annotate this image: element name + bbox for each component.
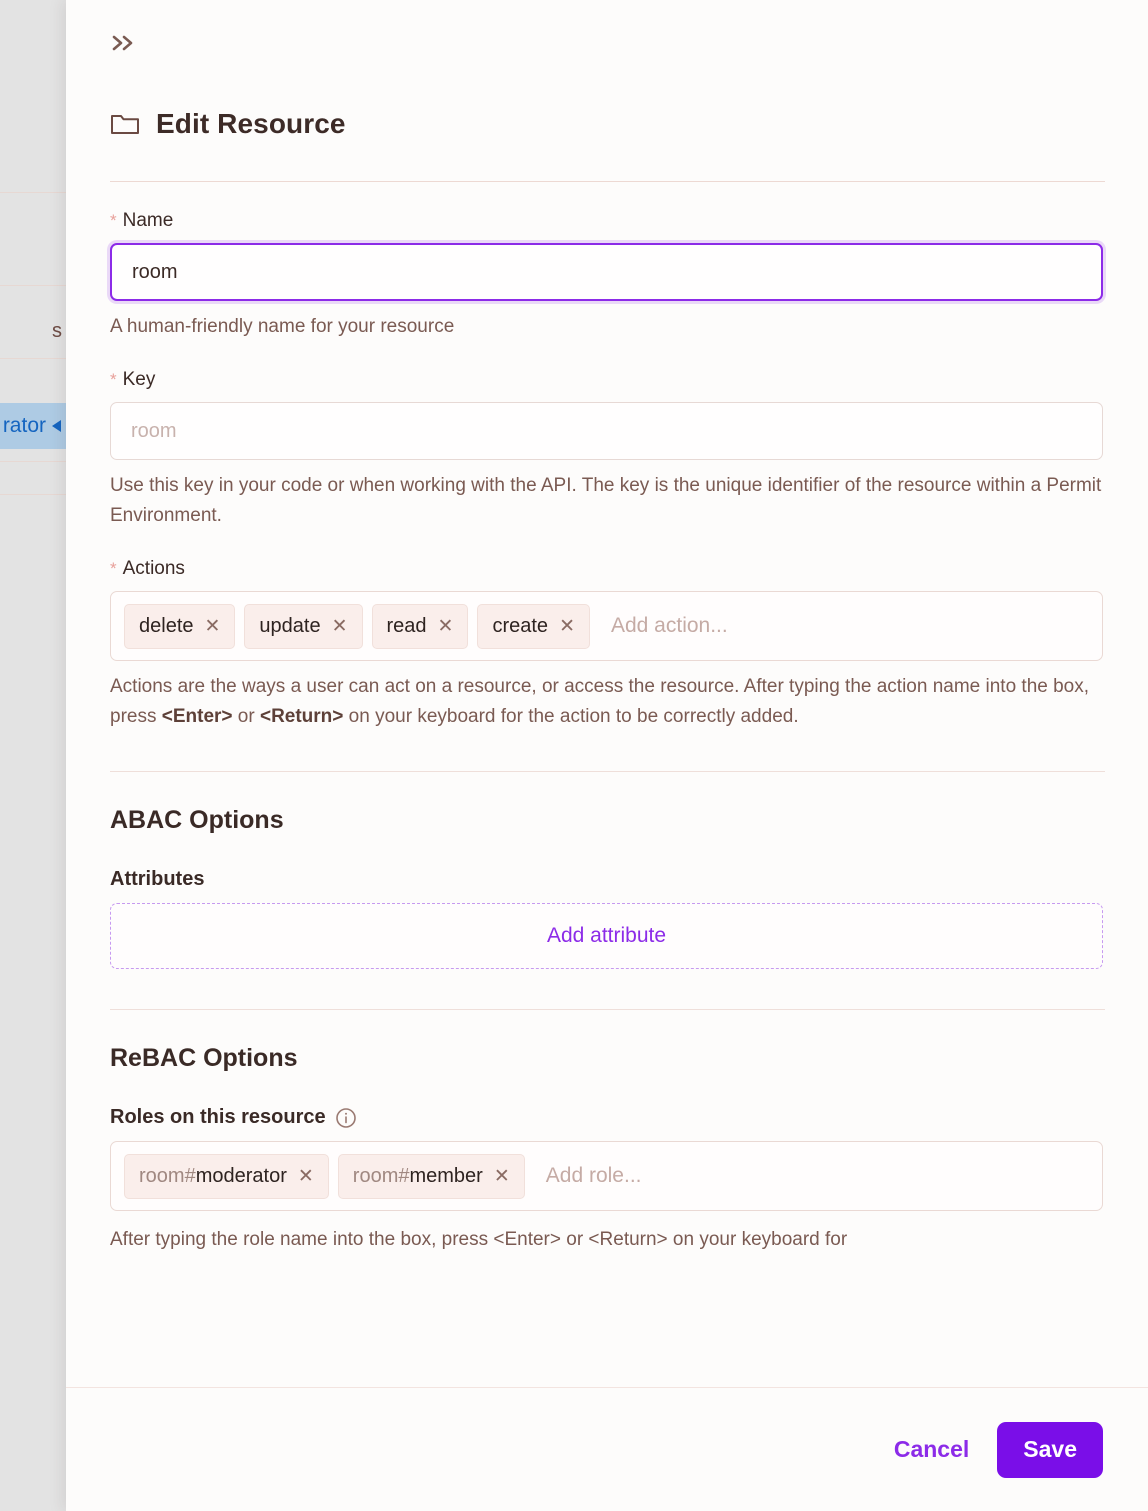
remove-tag-icon[interactable]: ✕ xyxy=(493,1165,510,1187)
remove-tag-icon[interactable]: ✕ xyxy=(297,1165,314,1187)
background-row-divider xyxy=(0,461,66,462)
actions-label-text: Actions xyxy=(122,558,185,580)
remove-tag-icon[interactable]: ✕ xyxy=(437,615,454,637)
chevron-double-right-icon[interactable] xyxy=(110,26,150,60)
name-label-text: Name xyxy=(122,210,174,231)
help-text-fragment: on your keyboard for the action to be correctly added. xyxy=(343,705,799,727)
folder-icon xyxy=(110,111,140,137)
role-tag-prefix: room# xyxy=(139,1164,196,1187)
roles-tag-input[interactable] xyxy=(110,1141,1103,1211)
name-field-group xyxy=(110,210,1104,341)
abac-section-divider xyxy=(110,771,1105,772)
role-tag-name: member xyxy=(409,1164,483,1187)
actions-placeholder: Add action... xyxy=(610,614,728,638)
action-tag-label: create xyxy=(492,614,549,637)
background-selected-row-text: rator xyxy=(2,414,46,437)
folder-glyph xyxy=(110,111,140,137)
action-tag[interactable] xyxy=(124,604,235,649)
attributes-label-text: Attributes xyxy=(110,868,205,891)
rebac-heading: ReBAC Options xyxy=(110,1044,298,1073)
key-help-text: Use this key in your code or when working with the API. The key is the unique identifier of the resource within a Permit Environment. xyxy=(110,475,1102,526)
keycap-text: <Enter> xyxy=(161,705,233,727)
required-marker: * xyxy=(110,211,117,230)
save-button[interactable]: Save xyxy=(997,1422,1103,1478)
add-attribute-button[interactable]: Add attribute xyxy=(110,903,1103,969)
help-text-fragment: Actions are the ways a user can act on a resource, or access the resource. After typing the action name into the box, press xyxy=(110,676,1090,727)
edit-resource-drawer xyxy=(66,0,1148,1511)
rebac-section xyxy=(110,1044,1104,1251)
roles-help-text: After typing the role name into the box, press <Enter> or <Return> on your keyboard for xyxy=(110,1229,848,1251)
page-title: Edit Resource xyxy=(156,108,346,139)
drawer-header xyxy=(110,108,1104,140)
role-tag-name: moderator xyxy=(195,1164,287,1187)
required-marker: * xyxy=(110,559,117,579)
role-tag[interactable] xyxy=(338,1154,525,1199)
background-table-strip xyxy=(0,0,66,1511)
required-marker: * xyxy=(110,370,117,390)
background-row-divider xyxy=(0,494,66,495)
background-row-divider xyxy=(0,285,66,286)
actions-tag-input[interactable] xyxy=(110,591,1103,661)
name-input[interactable] xyxy=(110,243,1103,301)
background-row-divider xyxy=(0,192,66,193)
drawer-scroll-area[interactable] xyxy=(66,0,1148,1387)
abac-heading: ABAC Options xyxy=(110,806,284,835)
remove-tag-icon[interactable]: ✕ xyxy=(204,615,221,637)
action-tag[interactable] xyxy=(477,604,590,649)
roles-label-text: Roles on this resource xyxy=(110,1106,326,1129)
info-circle-glyph xyxy=(335,1107,357,1129)
name-label xyxy=(110,210,1104,232)
remove-tag-icon[interactable]: ✕ xyxy=(559,615,575,637)
actions-field-group xyxy=(110,558,1104,731)
header-divider xyxy=(110,181,1105,182)
info-circle-icon[interactable] xyxy=(335,1107,357,1129)
key-field-group xyxy=(110,369,1104,530)
key-label-text: Key xyxy=(122,369,156,391)
drawer-footer xyxy=(66,1387,1148,1511)
caret-left-icon xyxy=(52,420,61,432)
action-tag[interactable] xyxy=(244,604,362,649)
key-input[interactable] xyxy=(110,402,1103,460)
background-row-divider xyxy=(0,358,66,359)
abac-section xyxy=(110,806,1104,969)
remove-tag-icon[interactable]: ✕ xyxy=(331,615,348,637)
background-partial-text: s xyxy=(52,320,62,342)
attributes-label xyxy=(110,868,1104,891)
name-help-text: A human-friendly name for your resource xyxy=(110,316,455,337)
chevron-double-right-glyph xyxy=(110,33,136,53)
key-label xyxy=(110,369,1104,391)
help-text-fragment: or xyxy=(232,705,260,727)
role-tag[interactable] xyxy=(124,1154,329,1199)
role-tag-label xyxy=(353,1165,483,1188)
action-tag-label: delete xyxy=(139,614,194,637)
background-selected-row[interactable] xyxy=(0,403,66,449)
role-tag-prefix: room# xyxy=(352,1164,410,1187)
keycap-text: <Return> xyxy=(259,705,344,727)
roles-placeholder: Add role... xyxy=(545,1164,642,1188)
roles-label xyxy=(110,1106,1104,1129)
action-tag[interactable] xyxy=(372,604,469,649)
action-tag-label: read xyxy=(386,614,427,637)
rebac-section-divider xyxy=(110,1009,1105,1010)
actions-help-text xyxy=(110,672,1105,731)
role-tag-label xyxy=(139,1165,287,1188)
action-tag-label: update xyxy=(259,614,321,637)
actions-label xyxy=(110,558,1104,580)
cancel-button[interactable]: Cancel xyxy=(888,1426,975,1473)
